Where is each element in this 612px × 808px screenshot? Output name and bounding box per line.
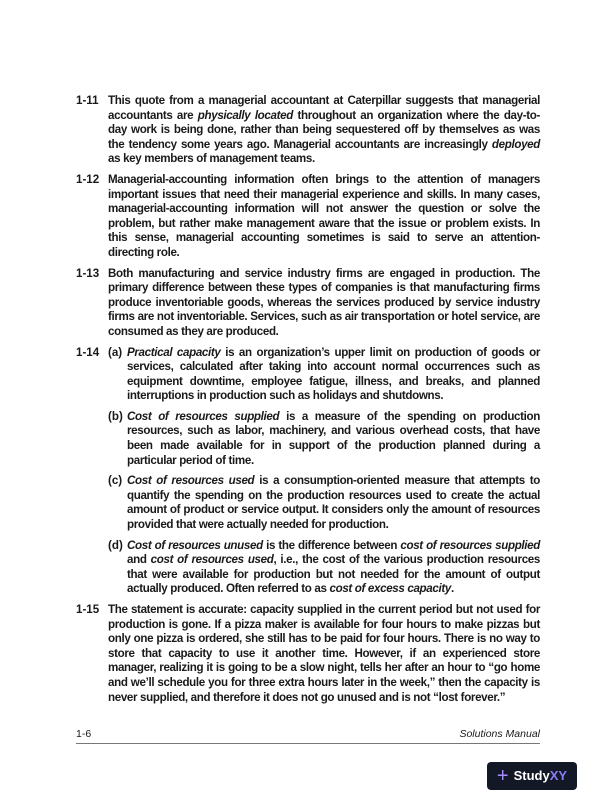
subitem	[108, 474, 540, 532]
text-run: is the difference between	[262, 538, 401, 552]
subitem	[108, 539, 540, 597]
subitem-label: (b)	[108, 409, 123, 423]
text-run: .	[450, 582, 454, 596]
emphasized-term: Cost of resources supplied	[127, 409, 280, 423]
subitem-label: (d)	[108, 538, 123, 552]
text-run: is an organization’s upper limit on production of goods or services, calculated after taking into account normal occurrences such as equipment downtime, employee fatigue, illness, and breaks, and planned interruptions in production such as holidays and shutdowns.	[127, 345, 540, 403]
text-run: throughout an organization where the day-to-day work is being done, rather than being sequestered off by themselves as was the tendency some years ago. Managerial accountants are increasingly	[108, 108, 541, 151]
paragraph-text	[108, 94, 540, 167]
problem-1-15	[76, 603, 540, 705]
paragraph-text	[127, 346, 540, 404]
emphasized-term: Cost of resources unused	[127, 538, 263, 552]
text-run: This quote from a managerial accountant at Caterpillar suggests that managerial accountants are	[108, 94, 540, 122]
subitem-label: (a)	[108, 345, 123, 359]
emphasized-term: Cost of resources used	[127, 474, 255, 488]
page-number: 1-6	[76, 728, 92, 741]
paragraph-text	[108, 603, 540, 705]
plus-icon: +	[496, 765, 509, 788]
emphasized-term: Practical capacity	[127, 345, 221, 359]
emphasized-term: cost of resources supplied	[400, 538, 541, 552]
text-run: as key members of management teams.	[108, 152, 315, 166]
problem-number: 1-12	[76, 172, 100, 186]
emphasized-term: cost of excess capacity	[329, 582, 451, 596]
problem-1-13	[76, 267, 540, 340]
text-run: , i.e., the cost of the various production resources that were available for production but not needed for the amount of output actually produced. Often referred to as	[127, 553, 540, 596]
problem-number: 1-13	[76, 266, 100, 280]
badge-word: Study	[513, 768, 550, 784]
paragraph-text	[127, 474, 540, 532]
emphasized-term: deployed	[491, 137, 540, 151]
problem-number: 1-15	[76, 603, 100, 616]
emphasized-term: physically located	[197, 108, 293, 122]
paragraph-text	[108, 267, 540, 340]
subitem	[108, 410, 540, 468]
footer-title: Solutions Manual	[459, 728, 540, 741]
subitem	[108, 346, 540, 404]
page-footer	[76, 727, 540, 741]
problem-1-14	[76, 346, 540, 598]
text-run: The statement is accurate: capacity supplied in the current period but not used for production is gone. If a pizza maker is available for four hours to make pizzas but only one pizza is ordered, she still has to be paid for four hours. There is no way to store that capacity to use it another time. However, if an experienced store manager, realizing it is going to be a slow night, tells her after an hour to “go home and we’ll schedule you for three extra hours later in the week,” then the capacity is never supplied, and therefore it does not go unused and is not “lost forever.”	[108, 603, 540, 704]
problem-1-12	[76, 173, 540, 261]
page-spacer	[76, 711, 540, 727]
text-run: is a consumption-oriented measure that attempts to quantify the spending on the production resources used to create the actual amount of product or service output. It considers only the amount of resources provided that were actually needed for production.	[127, 474, 540, 532]
problem-1-11	[76, 94, 540, 167]
text-run: is a measure of the spending on production resources, such as labor, machinery, and various overhead costs, that have been made available for in support of the production planned during a particular period of time.	[127, 409, 540, 467]
paragraph-text	[108, 173, 540, 261]
text-run: Both manufacturing and service industry firms are engaged in production. The primary difference between these types of companies is that manufacturing firms produce inventoriable goods, whereas the services produced by service industry firms are not inventoriable. Services, such as air transportation or hotel service, are consumed as they are produced.	[108, 266, 540, 338]
studyxy-badge[interactable]	[487, 762, 577, 790]
text-run: and	[127, 553, 151, 567]
badge-row	[76, 744, 568, 790]
document-body	[76, 94, 540, 711]
badge-accent: XY	[549, 768, 568, 784]
emphasized-term: cost of resources used	[150, 553, 274, 567]
problem-number: 1-14	[76, 345, 100, 359]
text-run: Managerial-accounting information often brings to the attention of managers important issues that need their managerial experience and skills. In many cases, managerial-accounting information will not answer the question or solve the problem, but rather make management aware that the issue or problem exists. In this sense, managerial accounting sometimes is said to serve an attention-directing role.	[108, 172, 540, 259]
subitem-label: (c)	[108, 474, 123, 488]
paragraph-text	[127, 539, 540, 597]
problem-number: 1-11	[76, 94, 99, 107]
paragraph-text	[127, 410, 540, 468]
